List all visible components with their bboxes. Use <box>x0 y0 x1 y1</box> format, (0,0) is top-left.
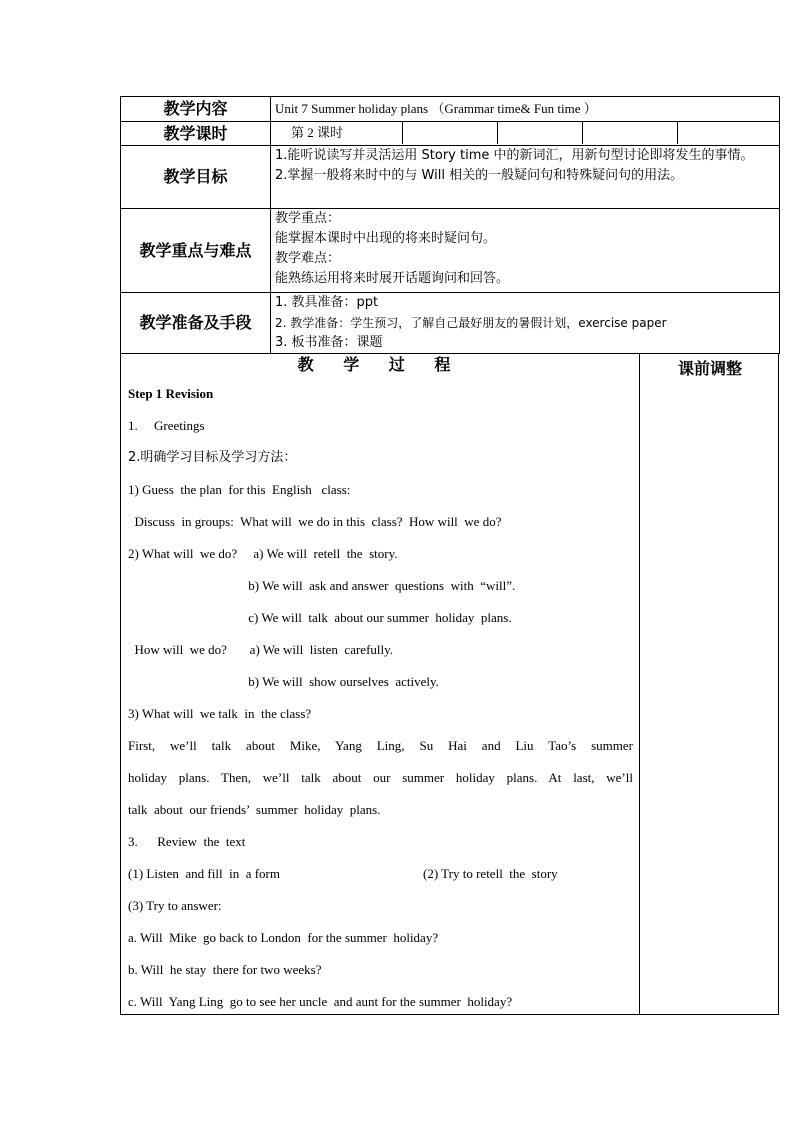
step-heading: Step 1 Revision <box>128 386 214 401</box>
teaching-process-section <box>120 354 779 1015</box>
adjustment-title: 课前调整 <box>677 359 742 378</box>
process-title: 教 学 过 程 <box>297 355 463 374</box>
process-line-right: (2) Try to retell the story <box>423 866 558 881</box>
column-divider <box>639 354 640 1014</box>
process-line-left: (1) Listen and fill in a form <box>128 866 280 881</box>
row-preparation <box>121 293 780 354</box>
process-line: b) We will show ourselves actively. <box>128 674 439 689</box>
blank-cell <box>678 122 779 144</box>
process-body <box>128 384 633 1024</box>
row-period <box>121 122 780 146</box>
process-line: (3) Try to answer: <box>128 898 222 913</box>
process-line <box>128 864 633 896</box>
label-key-points: 教学重点与难点 <box>121 209 271 293</box>
label-content: 教学内容 <box>121 97 271 122</box>
process-line: 3) What will we talk in the class? <box>128 706 312 721</box>
process-line: c. Will Yang Ling go to see her uncle and aunt for the summer holiday? <box>128 994 513 1009</box>
value-key-points: 教学重点： 能掌握本课时中出现的将来时疑问句。 教学难点： 能熟练运用将来时展开话题询问和回答。 <box>271 209 780 293</box>
process-line: 2.明确学习目标及学习方法： <box>128 450 297 465</box>
period-cell: 第 2 课时 <box>271 122 403 144</box>
process-line: c) We will talk about our summer holiday plans. <box>128 610 512 625</box>
label-objectives: 教学目标 <box>121 146 271 209</box>
process-line: holiday plans. Then, we’ll talk about our summer holiday plans. At last, we’ll <box>128 770 633 785</box>
process-line: b) We will ask and answer questions with “will”. <box>128 578 516 593</box>
process-line: How will we do? a) We will listen carefully. <box>128 642 394 657</box>
value-content: Unit 7 Summer holiday plans （Grammar time& Fun time ） <box>271 97 780 122</box>
lesson-info-table <box>120 96 780 354</box>
row-key-points <box>121 209 780 293</box>
label-preparation: 教学准备及手段 <box>121 293 271 354</box>
lesson-plan-page <box>120 96 779 1015</box>
process-line: a. Will Mike go back to London for the summer holiday? <box>128 930 439 945</box>
process-line: b. Will he stay there for two weeks? <box>128 962 322 977</box>
row-objectives <box>121 146 780 209</box>
process-line: talk about our friends’ summer holiday plans. <box>128 802 381 817</box>
process-line: 1. Greetings <box>128 418 205 433</box>
process-line: 2) What will we do? a) We will retell the story. <box>128 546 398 561</box>
label-period: 教学课时 <box>121 122 271 146</box>
blank-cell <box>403 122 498 144</box>
row-content <box>121 97 780 122</box>
blank-cell <box>583 122 678 144</box>
value-objectives: 1.能听说读写并灵活运用 Story time 中的新词汇，用新句型讨论即将发生的事情。 2.掌握一般将来时中的与 Will 相关的一般疑问句和特殊疑问句的用法。 <box>271 146 780 209</box>
process-line: 1) Guess the plan for this English class: <box>128 482 351 497</box>
process-line: Discuss in groups: What will we do in this class? How will we do? <box>128 514 502 529</box>
blank-cell <box>498 122 583 144</box>
value-preparation: 1. 教具准备：ppt 2. 教学准备：学生预习，了解自己最好朋友的暑假计划，exercise paper 3. 板书准备：课题 <box>271 293 780 354</box>
process-line: First, we’ll talk about Mike, Yang Ling, Su Hai and Liu Tao’s summer <box>128 738 633 753</box>
value-period <box>271 122 780 146</box>
process-line: 3. Review the text <box>128 834 246 849</box>
